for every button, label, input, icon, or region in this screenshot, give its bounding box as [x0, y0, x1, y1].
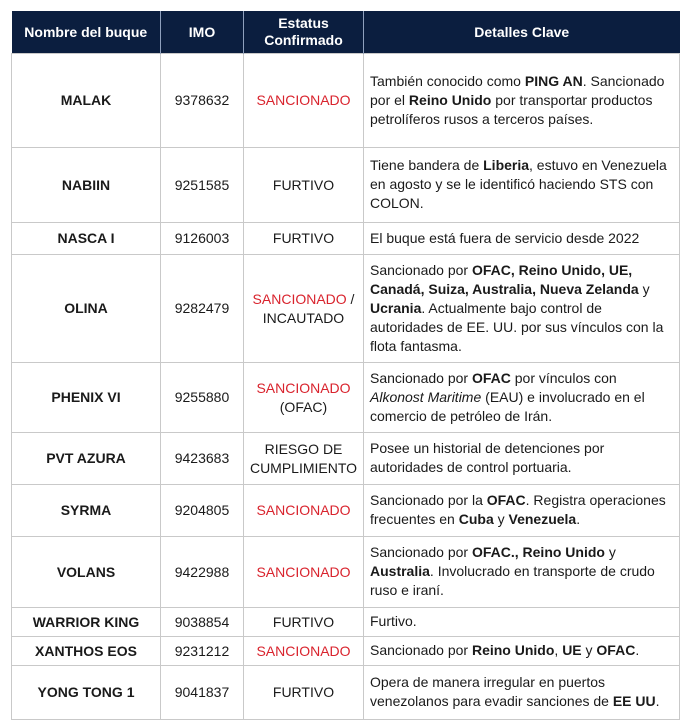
details-text: Cuba — [458, 511, 494, 527]
vessel-name: YONG TONG 1 — [12, 666, 161, 720]
details-text: Tiene bandera de — [370, 157, 484, 173]
vessel-imo: 9255880 — [161, 363, 244, 433]
status-text: FURTIVO — [272, 613, 335, 630]
details-text: . Registra operaciones frecuentes en — [370, 492, 666, 527]
table-row — [12, 433, 680, 485]
vessel-status — [244, 363, 364, 433]
status-text: SANCIONADO — [256, 92, 351, 108]
vessel-imo: 9204805 — [161, 485, 244, 537]
table-row — [12, 537, 680, 608]
status-text: FURTIVO — [272, 176, 335, 193]
details-text: y — [493, 511, 509, 527]
table-row — [12, 54, 680, 148]
vessel-name: PVT AZURA — [12, 433, 161, 485]
header-status-line1: Estatus — [278, 15, 329, 31]
details-text: PING AN — [524, 72, 583, 89]
details-text: Australia — [370, 563, 430, 579]
details-text: OFAC — [471, 369, 511, 386]
details-text: . Sancionado por el — [370, 72, 665, 108]
details-text: Sancionado por — [370, 642, 472, 658]
status-text: SANCIONADO — [256, 642, 351, 659]
vessel-status — [244, 148, 364, 223]
details-text: Sancionado por — [370, 261, 472, 278]
details-text: OFAC., Reino Unido — [471, 544, 605, 560]
details-text: . Actualmente bajo control de autoridades de EE. UU. por sus vínculos con la flota fantasma. — [370, 299, 664, 354]
details-text: Venezuela — [508, 511, 577, 527]
vessel-name: MALAK — [12, 54, 161, 148]
details-text: por transportar productos petrolíferos rusos a terceros países. — [370, 91, 653, 127]
status-text: SANCIONADO — [256, 563, 351, 580]
status-text: FURTIVO — [272, 684, 335, 700]
details-text: y — [638, 280, 650, 297]
header-imo: IMO — [161, 11, 244, 54]
vessel-imo: 9282479 — [161, 255, 244, 363]
details-text: Sancionado por la — [370, 492, 487, 508]
details-text: El buque está fuera de servicio desde 2022 — [370, 229, 640, 246]
details-text: OFAC — [596, 642, 636, 658]
details-text: Alkonost Maritime — [370, 388, 482, 405]
details-text: OFAC — [486, 492, 526, 508]
vessel-status — [244, 537, 364, 608]
table-row — [12, 223, 680, 255]
vessel-name: WARRIOR KING — [12, 608, 161, 637]
details-text: Reino Unido — [408, 91, 492, 108]
status-text: RIESGO DE CUMPLIMIENTO — [249, 440, 358, 476]
details-text: (EAU) e involucrado en el comercio de petróleo de Irán. — [370, 388, 645, 424]
details-text: Reino Unido — [471, 642, 555, 658]
table-row — [12, 637, 680, 666]
details-text: . — [576, 511, 581, 527]
vessel-name: NASCA I — [12, 223, 161, 255]
vessel-imo: 9378632 — [161, 54, 244, 148]
details-text: OFAC, Reino Unido, UE, Canadá, Suiza, Australia, Nueva Zelanda — [370, 261, 639, 297]
vessel-imo: 9126003 — [161, 223, 244, 255]
vessel-status — [244, 637, 364, 666]
vessel-details — [364, 637, 680, 666]
vessel-status — [244, 666, 364, 720]
details-text: y — [604, 544, 616, 560]
header-details: Detalles Clave — [364, 11, 680, 54]
vessel-imo: 9231212 — [161, 637, 244, 666]
vessel-status — [244, 608, 364, 637]
vessel-name: VOLANS — [12, 537, 161, 608]
status-text: SANCIONADO — [256, 379, 351, 396]
vessel-imo: 9041837 — [161, 666, 244, 720]
details-text: También conocido como — [370, 72, 525, 89]
vessel-name: XANTHOS EOS — [12, 637, 161, 666]
status-text: / INCAUTADO — [262, 290, 355, 326]
table-header-row — [12, 11, 680, 54]
vessel-name: PHENIX VI — [12, 363, 161, 433]
vessel-details — [364, 485, 680, 537]
vessel-status — [244, 485, 364, 537]
table-row — [12, 485, 680, 537]
details-text: Liberia — [483, 157, 530, 173]
details-text: Opera de manera irregular en puertos venezolanos para evadir sanciones de — [370, 674, 613, 709]
table-row — [12, 148, 680, 223]
header-status — [244, 11, 364, 54]
details-text: UE — [562, 642, 582, 658]
table-row — [12, 608, 680, 637]
details-text: Ucrania — [370, 299, 422, 316]
table-row — [12, 363, 680, 433]
vessel-name: OLINA — [12, 255, 161, 363]
vessel-status — [244, 255, 364, 363]
vessel-details — [364, 537, 680, 608]
vessel-details — [364, 433, 680, 485]
details-text: . Involucrado en transporte de crudo ruso e iraní. — [370, 563, 655, 598]
vessel-imo: 9038854 — [161, 608, 244, 637]
vessel-status — [244, 54, 364, 148]
details-text: Sancionado por — [370, 544, 472, 560]
details-text: , estuvo en Venezuela en agosto y se le identificó haciendo STS con COLON. — [370, 157, 667, 211]
status-text: SANCIONADO — [252, 290, 347, 307]
details-text: . — [635, 642, 640, 658]
vessel-details — [364, 223, 680, 255]
vessel-status — [244, 223, 364, 255]
vessel-name: NABIIN — [12, 148, 161, 223]
table-row — [12, 666, 680, 720]
vessel-details — [364, 148, 680, 223]
details-text: y — [581, 642, 597, 658]
vessel-details — [364, 255, 680, 363]
vessel-details — [364, 54, 680, 148]
vessel-imo: 9422988 — [161, 537, 244, 608]
details-text: Furtivo. — [370, 613, 417, 629]
status-text: (OFAC) — [279, 398, 328, 415]
header-status-line2: Confirmado — [264, 32, 343, 48]
vessel-imo: 9423683 — [161, 433, 244, 485]
vessel-status — [244, 433, 364, 485]
details-text: , — [554, 642, 563, 658]
vessel-table — [11, 11, 680, 720]
vessel-details — [364, 363, 680, 433]
vessel-details — [364, 666, 680, 720]
details-text: por vínculos con — [510, 369, 617, 386]
vessel-details — [364, 608, 680, 637]
header-name: Nombre del buque — [12, 11, 161, 54]
details-text: EE UU — [612, 693, 656, 709]
details-text: Sancionado por — [370, 369, 472, 386]
details-text: . — [655, 693, 660, 709]
vessel-name: SYRMA — [12, 485, 161, 537]
status-text: FURTIVO — [272, 230, 335, 246]
vessel-imo: 9251585 — [161, 148, 244, 223]
vessel-table-container — [11, 11, 680, 720]
status-text: SANCIONADO — [256, 502, 351, 518]
details-text: Posee un historial de detenciones por autoridades de control portuaria. — [370, 440, 605, 475]
table-row — [12, 255, 680, 363]
